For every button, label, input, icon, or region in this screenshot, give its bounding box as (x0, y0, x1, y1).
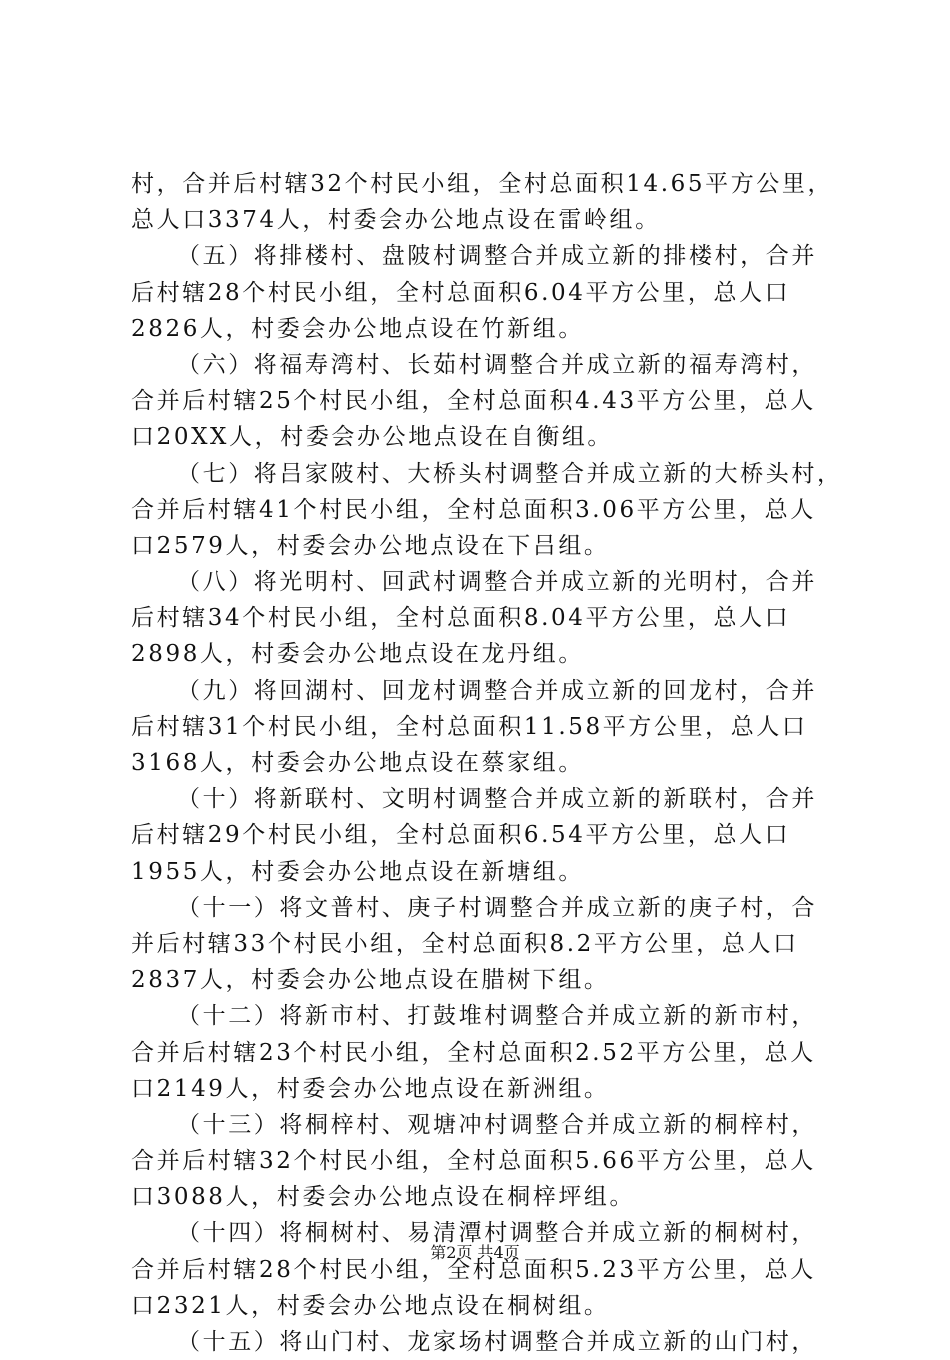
text-line: 3168人，村委会办公地点设在蔡家组。 (131, 750, 584, 776)
paragraph-first-line: （十二）将新市村、打鼓堆村调整合并成立新的新市村， (177, 1003, 817, 1030)
paragraph-first-line: （七）将吕家陂村、大桥头村调整合并成立新的大桥头村， (177, 460, 843, 487)
text-line: 2837人，村委会办公地点设在腊树下组。 (131, 967, 610, 994)
text-line: 总人口3374人，村委会办公地点设在雷岭组。 (131, 207, 661, 234)
paragraph-first-line: （九）将回湖村、回龙村调整合并成立新的回龙村，合并 (177, 677, 817, 704)
paragraph-first-line: （十四）将桐树村、易清潭村调整合并成立新的桐树村， (177, 1220, 817, 1247)
text-line: 后村辖28个村民小组，全村总面积6.04平方公里，总人口 (131, 279, 791, 306)
paragraph-first-line: （十三）将桐梓村、观塘冲村调整合并成立新的桐梓村， (177, 1111, 817, 1138)
text-line: 合并后村辖23个村民小组，全村总面积2.52平方公里，总人 (131, 1039, 816, 1066)
text-line: 合并后村辖25个村民小组，全村总面积4.43平方公里，总人 (131, 388, 816, 415)
text-line: 并后村辖33个村民小组，全村总面积8.2平方公里，总人口 (131, 930, 799, 957)
text-line: 1955人，村委会办公地点设在新塘组。 (131, 858, 584, 885)
text-line: 合并后村辖41个村民小组，全村总面积3.06平方公里，总人 (131, 496, 816, 523)
paragraph-first-line: （十五）将山门村、龙家场村调整合并成立新的山门村， (177, 1329, 817, 1355)
text-line: 后村辖29个村民小组，全村总面积6.54平方公里，总人口 (131, 822, 791, 849)
document-body (131, 166, 843, 1360)
text-line: 口3088人，村委会办公地点设在桐梓坪组。 (131, 1184, 636, 1211)
text-line: 2826人，村委会办公地点设在竹新组。 (131, 315, 584, 342)
paragraph-first-line: （八）将光明村、回武村调整合并成立新的光明村，合并 (177, 569, 817, 596)
text-line: 口2321人，村委会办公地点设在桐树组。 (131, 1292, 610, 1319)
text-line: 口2149人，村委会办公地点设在新洲组。 (131, 1075, 610, 1102)
text-line: 后村辖34个村民小组，全村总面积8.04平方公里，总人口 (131, 605, 791, 632)
paragraph-first-line: （十一）将文普村、庚子村调整合并成立新的庚子村，合 (177, 894, 817, 921)
text-line: 合并后村辖32个村民小组，全村总面积5.66平方公里，总人 (131, 1148, 816, 1175)
text-line: 后村辖31个村民小组，全村总面积11.58平方公里，总人口 (131, 713, 808, 740)
page-footer: 第2页 共4页 (430, 1243, 520, 1262)
paragraph-first-line: （六）将福寿湾村、长茹村调整合并成立新的福寿湾村， (177, 351, 817, 378)
text-line: 2898人，村委会办公地点设在龙丹组。 (131, 641, 584, 668)
text-line: 村，合并后村辖32个村民小组，全村总面积14.65平方公里， (131, 171, 834, 197)
text-line: 合并后村辖28个村民小组，全村总面积5.23平方公里，总人 (131, 1256, 816, 1283)
paragraph-first-line: （五）将排楼村、盘陂村调整合并成立新的排楼村，合并 (177, 243, 817, 270)
text-line: 口2579人，村委会办公地点设在下吕组。 (131, 532, 610, 559)
text-line: 口20XX人，村委会办公地点设在自衡组。 (131, 424, 614, 451)
paragraph-first-line: （十）将新联村、文明村调整合并成立新的新联村，合并 (177, 786, 817, 813)
